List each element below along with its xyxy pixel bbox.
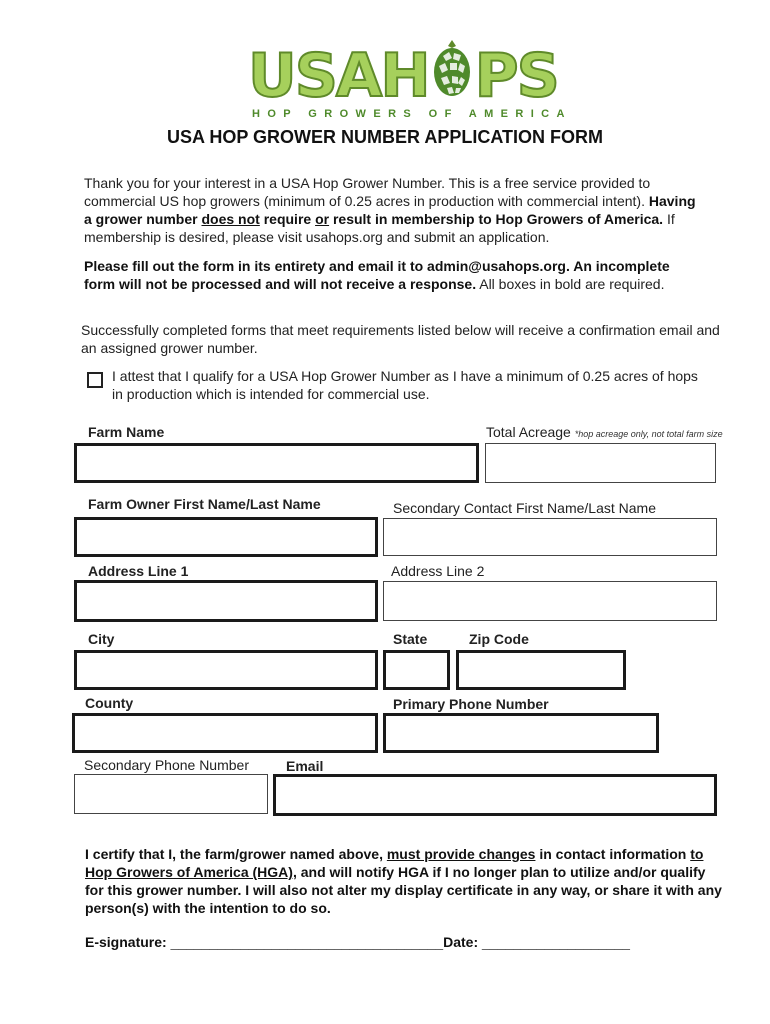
city-label: City xyxy=(88,631,115,647)
total-acreage-label xyxy=(486,424,723,440)
date-line[interactable]: ___________________ xyxy=(482,934,630,950)
cert-part-3: , and will notify HGA if I no longer plan to utilize and/or qualify for this grower number. I will also not alter my display certificate in any way, or share it with any person(s) with the intention to do so. xyxy=(85,864,722,916)
owner-name-label: Farm Owner First Name/Last Name xyxy=(88,496,321,512)
total-acreage-field[interactable] xyxy=(485,443,716,483)
intro-text-2: If membership is desired, please visit usahops.org and submit an application. xyxy=(84,211,675,245)
esignature-label: E-signature: xyxy=(85,934,167,950)
logo-tagline: HOP GROWERS OF AMERICA xyxy=(252,108,572,120)
hop-cone-icon xyxy=(429,46,475,102)
date-label: Date: xyxy=(443,934,479,950)
secondary-contact-field[interactable] xyxy=(383,518,717,556)
farm-name-label: Farm Name xyxy=(88,424,165,440)
logo-wordmark-right: PS xyxy=(474,41,558,111)
instructions-text: All boxes in bold are required. xyxy=(479,276,665,292)
intro-bold-2: require xyxy=(263,211,312,227)
signature-row xyxy=(85,934,630,950)
cert-part-2: in contact information xyxy=(539,846,687,862)
success-note: Successfully completed forms that meet requirements listed below will receive a confirmation email and an assigned grower number. xyxy=(81,322,720,356)
cert-underline-1: must provide changes xyxy=(386,846,536,862)
address2-label: Address Line 2 xyxy=(391,563,485,579)
primary-phone-label: Primary Phone Number xyxy=(393,696,549,712)
certification-paragraph xyxy=(85,845,725,917)
owner-name-field[interactable] xyxy=(74,517,378,557)
secondary-phone-field[interactable] xyxy=(74,774,268,814)
address2-field[interactable] xyxy=(383,581,717,621)
instructions-bold: Please fill out the form in its entirety and email it to admin@usahops.org. An incomplete form will not be processed and will not receive a response. xyxy=(84,258,670,292)
intro-bold-1: Having a grower number xyxy=(84,193,696,227)
intro-bold-underline-2: or xyxy=(315,211,330,227)
cert-underline-2: to Hop Growers of America (HGA) xyxy=(85,846,704,880)
intro-bold-underline-1: does not xyxy=(201,211,260,227)
zip-field[interactable] xyxy=(456,650,626,690)
attest-text: I attest that I qualify for a USA Hop Grower Number as I have a minimum of 0.25 acres of hops in production which is intended for commercial use. xyxy=(112,368,698,402)
total-acreage-label-text: Total Acreage xyxy=(486,424,571,440)
page-title: USA HOP GROWER NUMBER APPLICATION FORM xyxy=(167,127,603,147)
farm-name-field[interactable] xyxy=(74,443,479,483)
intro-bold-3: result in membership to Hop Growers of America. xyxy=(332,211,664,227)
county-label: County xyxy=(85,695,134,711)
attest-checkbox[interactable] xyxy=(87,372,103,388)
email-field[interactable] xyxy=(273,774,717,816)
logo-wordmark-left: USAH xyxy=(248,41,429,111)
intro-paragraph xyxy=(84,174,704,246)
city-field[interactable] xyxy=(74,650,378,690)
total-acreage-note: *hop acreage only, not total farm size xyxy=(574,429,723,439)
intro-text-1: Thank you for your interest in a USA Hop Grower Number. This is a free service provided to commercial US hop growers (minimum of 0.25 acres in production with commercial intent). xyxy=(84,175,651,209)
secondary-contact-label: Secondary Contact First Name/Last Name xyxy=(393,500,656,516)
zip-label: Zip Code xyxy=(469,631,529,647)
address1-label: Address Line 1 xyxy=(88,563,189,579)
cert-part-1: I certify that I, the farm/grower named above, xyxy=(85,846,383,862)
state-field[interactable] xyxy=(383,650,450,690)
logo-wordmark xyxy=(248,40,558,112)
email-label: Email xyxy=(286,758,324,774)
address1-field[interactable] xyxy=(74,580,378,622)
esignature-line[interactable]: ___________________________________ xyxy=(170,934,444,950)
county-field[interactable] xyxy=(72,713,378,753)
primary-phone-field[interactable] xyxy=(383,713,659,753)
state-label: State xyxy=(393,631,428,647)
instructions-paragraph xyxy=(84,257,684,293)
secondary-phone-label: Secondary Phone Number xyxy=(84,757,249,773)
